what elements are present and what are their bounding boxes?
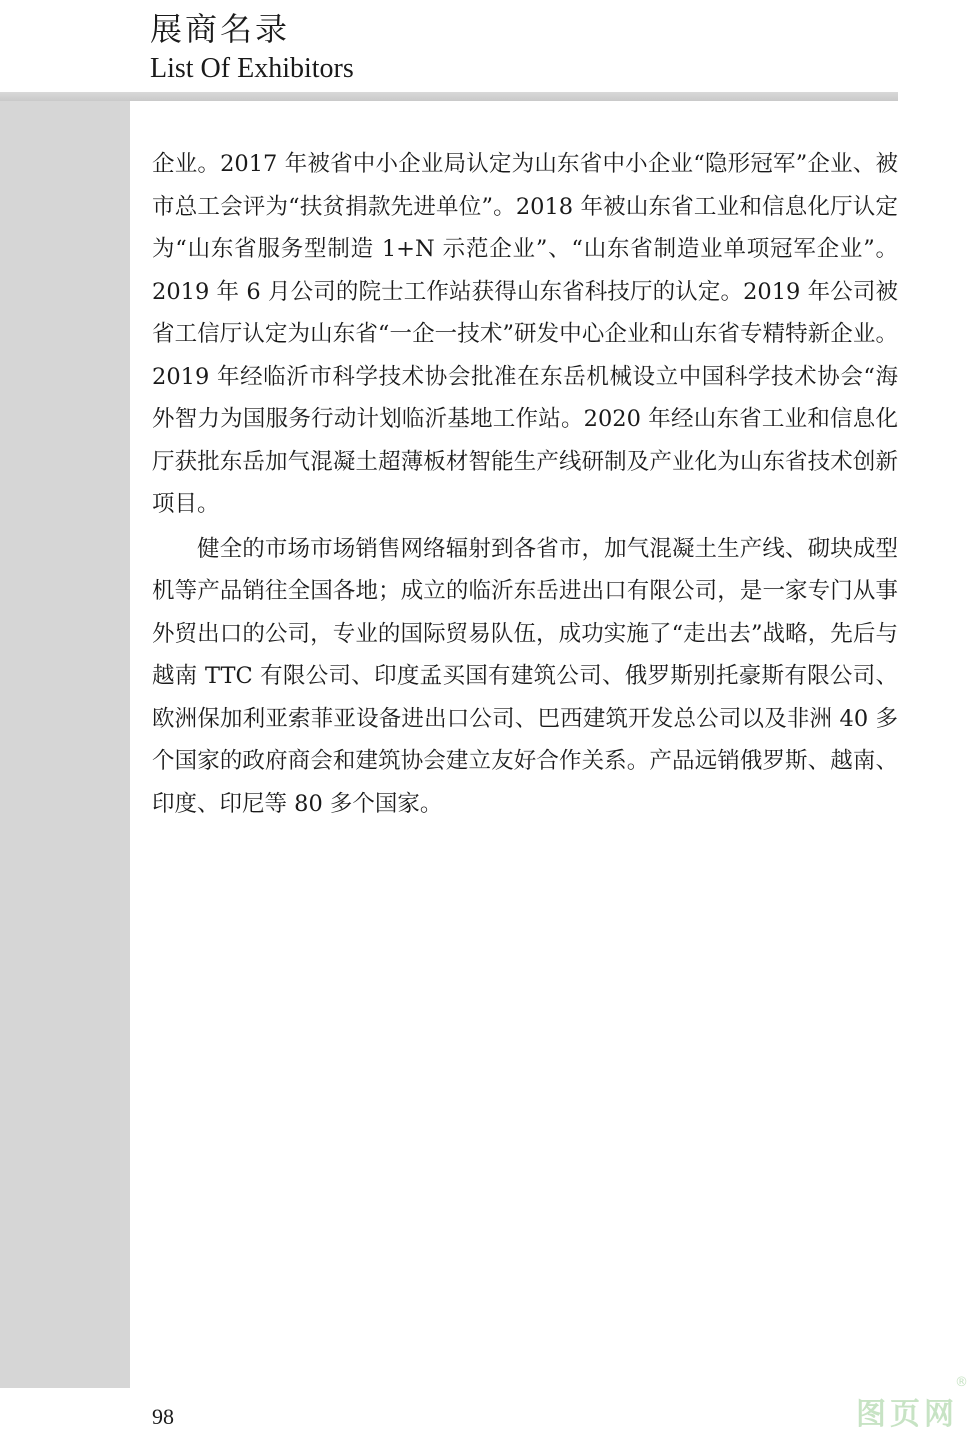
header-rule — [0, 92, 898, 101]
body-text — [152, 143, 898, 825]
side-band — [0, 92, 130, 1388]
paragraph-1: 企业。2017 年被省中小企业局认定为山东省中小企业“隐形冠军”企业、被市总工会评为“扶贫捐款先进单位”。2018 年被山东省工业和信息化厅认定为“山东省服务型制造 1+N 示范企业”、“山东省制造业单项冠军企业”。2019 年 6 月公司的院士工作站获得山东省科技厅的认定。2019 年公司被省工信厅认定为山东省“一企一技术”研发中心企业和山东省专精特新企业。2019 年经临沂市科学技术协会批准在东岳机械设立中国科学技术协会“海外智力为国服务行动计划临沂基地工作站。2020 年经山东省工业和信息化厅获批东岳加气混凝土超薄板材智能生产线研制及产业化为山东省技术创新项目。 — [152, 151, 898, 517]
page-header — [150, 6, 354, 86]
registered-mark: ® — [955, 1375, 972, 1390]
watermark-logo — [856, 1375, 972, 1433]
page-number: 98 — [152, 1404, 174, 1429]
header-title-english: List Of Exhibitors — [150, 53, 354, 84]
paragraph-2: 健全的市场市场销售网络辐射到各省市，加气混凝土生产线、砌块成型机等产品销往全国各地；成立的临沂东岳进出口有限公司，是一家专门从事外贸出口的公司，专业的国际贸易队伍，成功实施了“走出去”战略，先后与越南 TTC 有限公司、印度孟买国有建筑公司、俄罗斯别托豪斯有限公司、欧洲保加利亚索菲亚设备进出口公司、巴西建筑开发总公司以及非洲 40 多个国家的政府商会和建筑协会建立友好合作关系。产品远销俄罗斯、越南、印度、印尼等 80 多个国家。 — [152, 535, 898, 817]
header-title-chinese: 展商名录 — [150, 10, 291, 48]
watermark-text: 图页网 — [856, 1397, 958, 1432]
